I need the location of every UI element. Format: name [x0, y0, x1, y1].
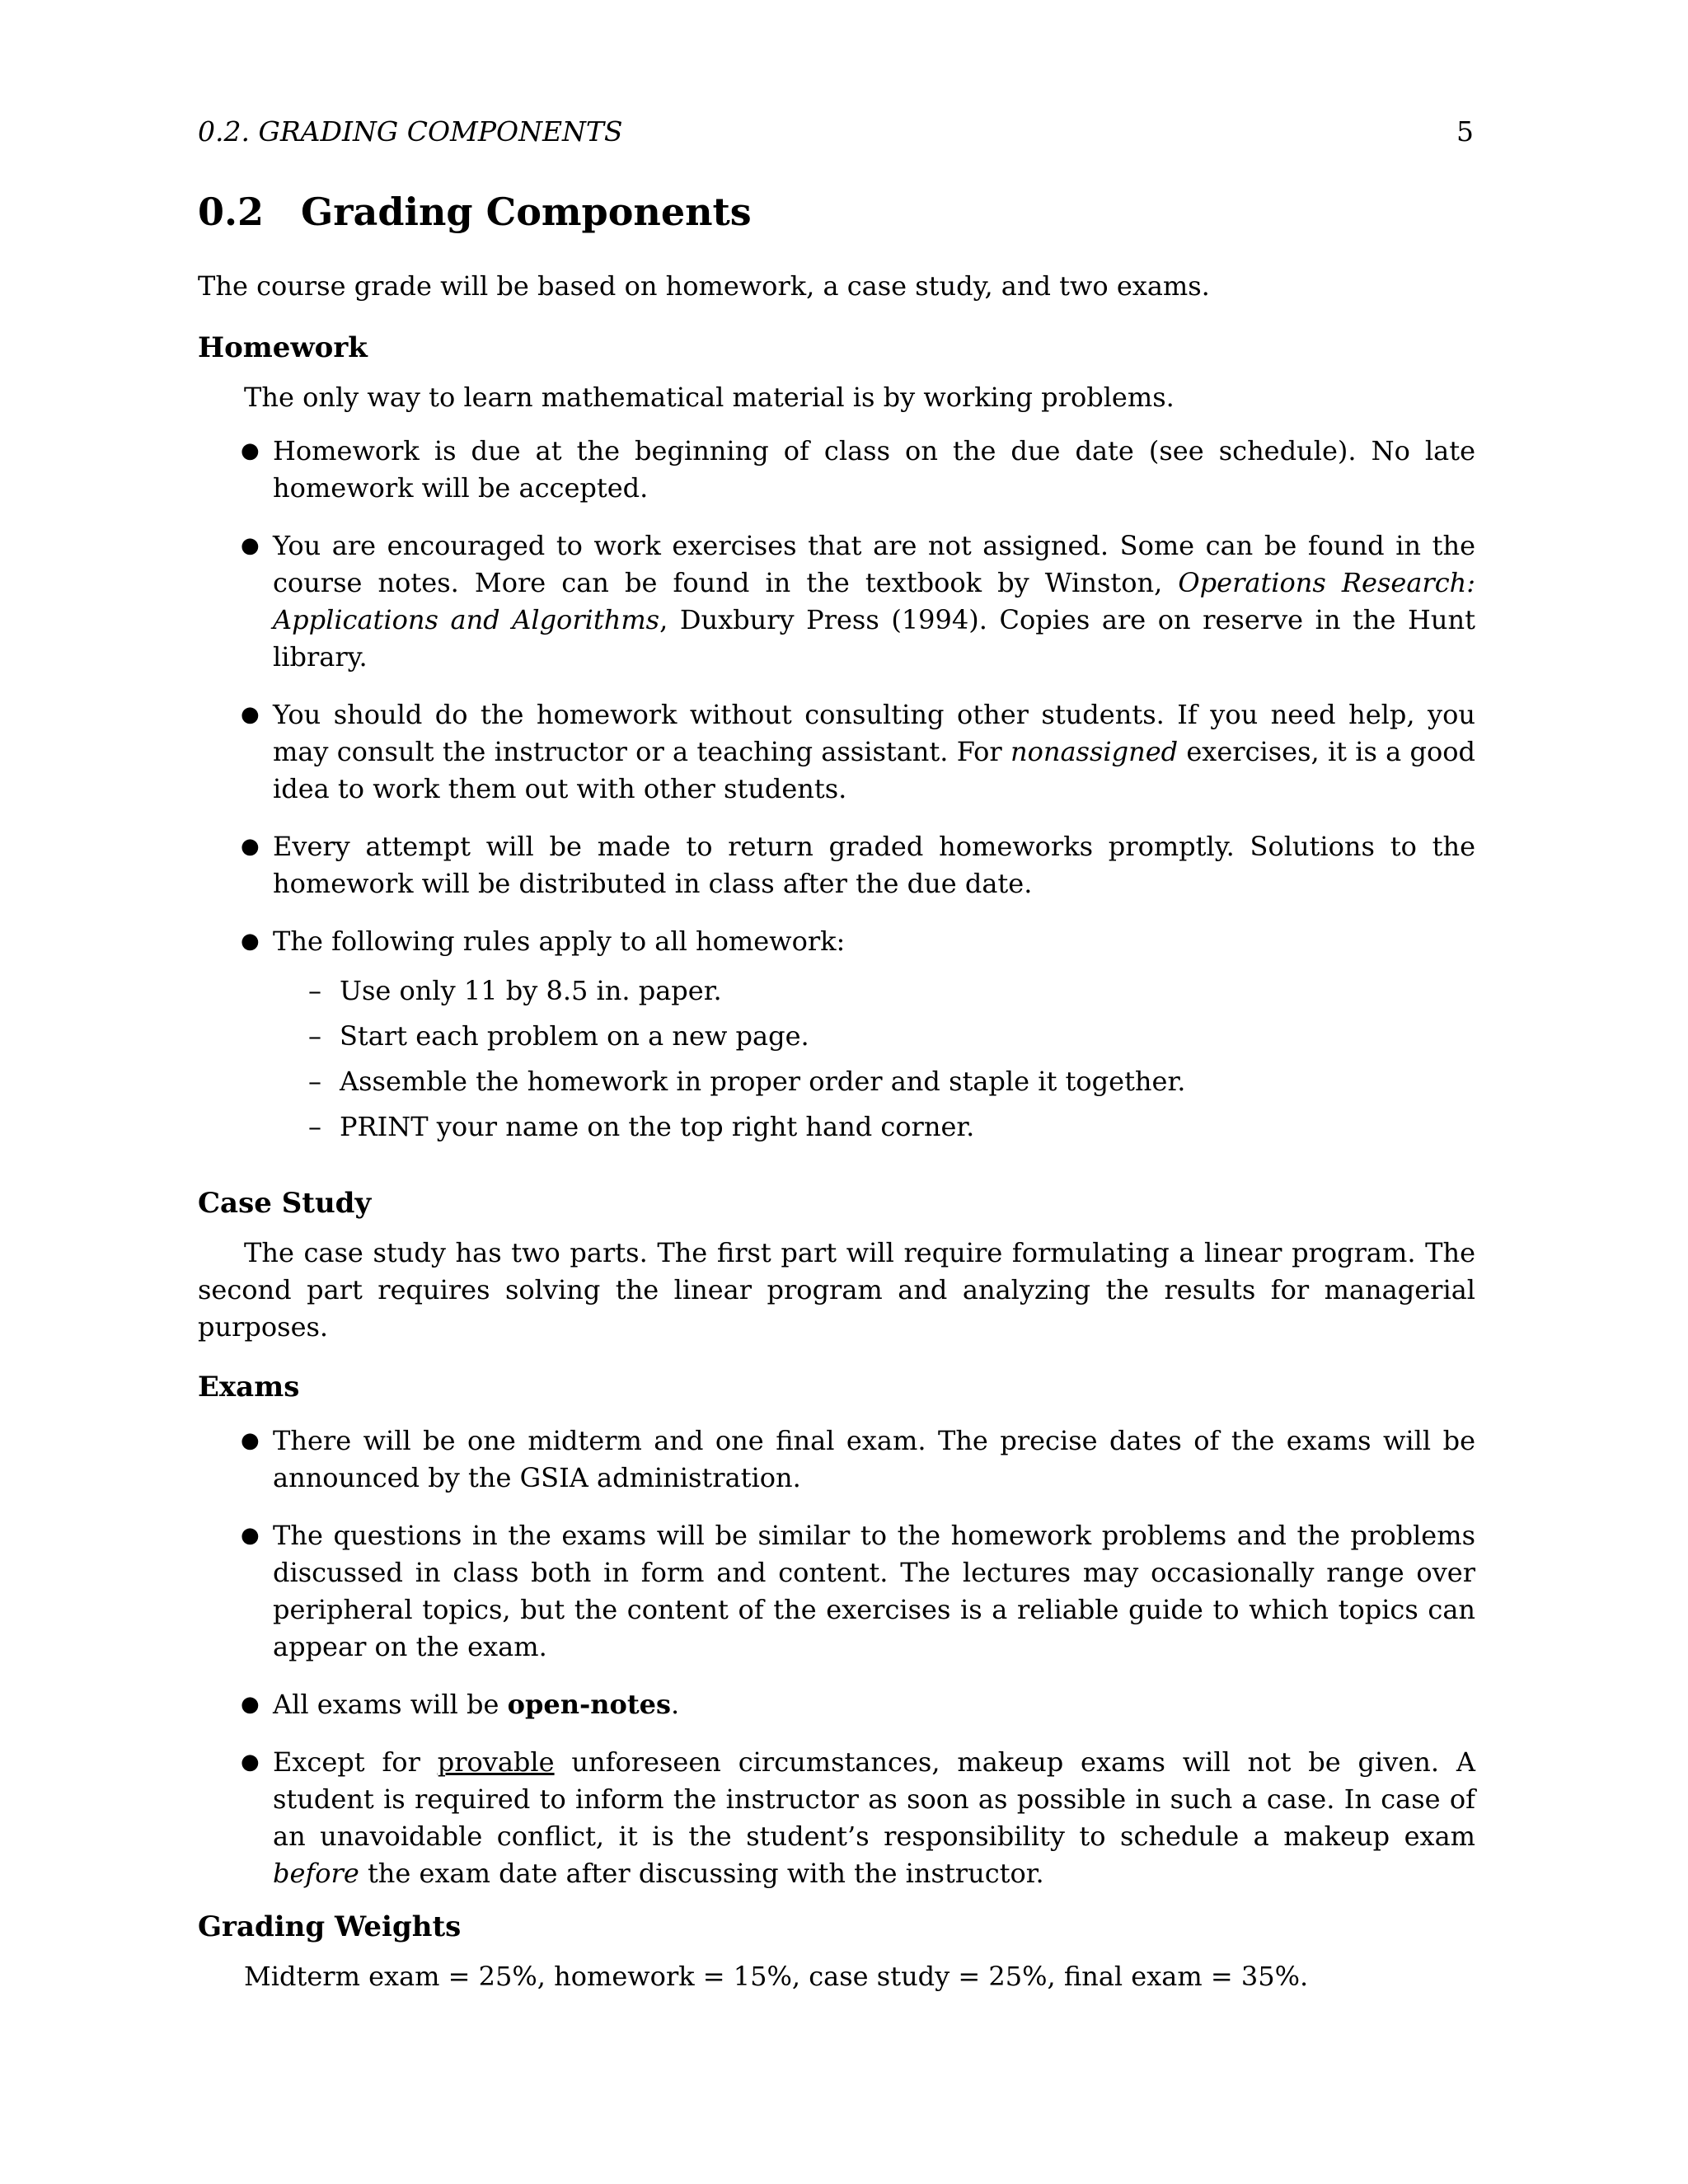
rule-text: Assemble the homework in proper order and staple it together. — [340, 1066, 1186, 1097]
section-title-text: Grading Components — [301, 190, 752, 234]
rule-text: PRINT your name on the top right hand corner. — [340, 1111, 975, 1142]
bullet-icon: ● — [241, 834, 260, 859]
homework-rules-list — [198, 972, 1475, 1146]
section-body — [198, 330, 1475, 1995]
rule-text: Start each problem on a new page. — [340, 1020, 809, 1052]
exams-bullet-text: unforeseen circumstances, makeup exams will not be given. A student is required to inform the instructor as soon as possible in such a case. In case of an unavoidable conflict, it is the student’s responsibility to schedule a makeup exam — [273, 1746, 1476, 1852]
grading-weights-heading: Grading Weights — [198, 1910, 462, 1943]
list-item — [198, 433, 1475, 507]
case-study-heading: Case Study — [198, 1187, 372, 1220]
homework-bullet-text: The following rules apply to all homework: — [273, 926, 846, 957]
bullet-icon: ● — [241, 1750, 260, 1774]
list-item — [198, 972, 1475, 1010]
running-header — [198, 115, 1474, 148]
exams-heading: Exams — [198, 1371, 300, 1404]
list-item — [198, 696, 1475, 808]
bullet-icon: ● — [241, 1523, 260, 1548]
page-number: 5 — [1456, 115, 1474, 148]
bullet-icon: ● — [241, 438, 260, 463]
section-number: 0.2 — [198, 190, 265, 234]
homework-bullet-text: exercises, it is a good idea to work them out with other students. — [273, 736, 1476, 804]
list-item — [198, 1422, 1475, 1497]
list-item — [198, 1018, 1475, 1055]
emphasis-text: nonassigned — [1010, 736, 1179, 767]
exams-bullet-text: All exams will be — [273, 1689, 508, 1720]
rule-text: Use only 11 by 8.5 in. paper. — [340, 975, 722, 1006]
exams-list — [198, 1422, 1475, 1892]
section-intro: The course grade will be based on homework, a case study, and two exams. — [198, 270, 1210, 302]
list-item — [198, 1686, 1475, 1723]
running-header-title: 0.2. GRADING COMPONENTS — [198, 115, 623, 148]
underlined-text: provable — [437, 1746, 555, 1778]
dash-icon: – — [308, 1066, 321, 1097]
exams-bullet-text: There will be one midterm and one final exam. The precise dates of the exams will be announced by the GSIA administration. — [273, 1425, 1475, 1493]
exams-bullet-text: Except for — [273, 1746, 438, 1778]
exams-bullet-text: . — [671, 1689, 680, 1720]
homework-list — [198, 433, 1475, 960]
homework-bullet-text: Every attempt will be made to return graded homeworks promptly. Solutions to the homework will be distributed in class after the due date. — [273, 831, 1475, 899]
list-item — [198, 923, 1475, 960]
homework-heading: Homework — [198, 331, 368, 364]
list-item — [198, 1517, 1475, 1666]
bullet-icon: ● — [241, 533, 260, 558]
bullet-icon: ● — [241, 702, 260, 727]
grading-weights-text: Midterm exam = 25%, homework = 15%, case study = 25%, final exam = 35%. — [244, 1961, 1309, 1992]
bullet-icon: ● — [241, 1428, 260, 1453]
section-title — [198, 190, 752, 234]
exams-bullet-text: The questions in the exams will be similar to the homework problems and the problems discussed in class both in form and content. The lectures may occasionally range over peripheral topics, but the content of the exercises is a reliable guide to which topics can appear on the exam. — [273, 1520, 1475, 1662]
exams-bullet-text: the exam date after discussing with the instructor. — [359, 1858, 1044, 1889]
homework-bullet-text: You are encouraged to work exercises that are not assigned. Some can be found in the course notes. More can be found in the textbook by Winston, — [273, 530, 1475, 598]
case-study-text: The case study has two parts. The first part will require formulating a linear program. The second part requires solving the linear program and analyzing the results for managerial purposes. — [198, 1237, 1475, 1343]
dash-icon: – — [308, 1111, 321, 1142]
homework-bullet-text: Homework is due at the beginning of class on the due date (see schedule). No late homework will be accepted. — [273, 435, 1475, 504]
list-item — [198, 828, 1475, 902]
list-item — [198, 1108, 1475, 1146]
homework-lead: The only way to learn mathematical material is by working problems. — [244, 382, 1175, 413]
homework-bullet-text: , Duxbury Press (1994). Copies are on reserve in the Hunt library. — [273, 604, 1476, 673]
open-notes-text: open-notes — [507, 1689, 671, 1720]
dash-icon: – — [308, 975, 321, 1006]
bullet-icon: ● — [241, 929, 260, 954]
dash-icon: – — [308, 1020, 321, 1052]
list-item — [198, 1063, 1475, 1100]
emphasis-text: before — [273, 1858, 359, 1889]
list-item — [198, 527, 1475, 676]
textbook-title: Operations Research: Applications and Algorithms — [273, 567, 1476, 635]
homework-bullet-text: You should do the homework without consulting other students. If you need help, you may consult the instructor or a teaching assistant. For — [273, 699, 1475, 767]
bullet-icon: ● — [241, 1692, 260, 1717]
list-item — [198, 1744, 1475, 1892]
